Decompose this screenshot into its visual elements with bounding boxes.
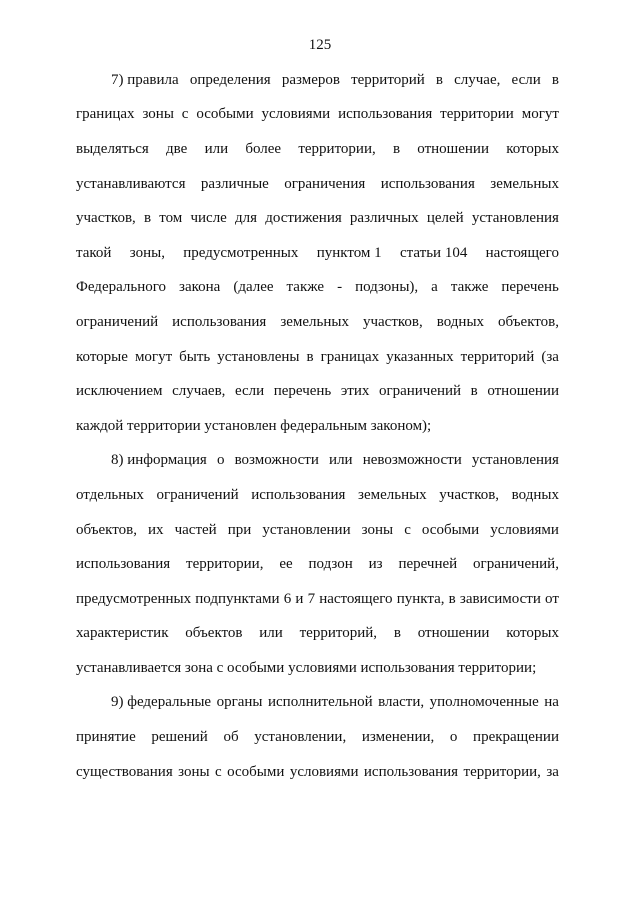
text-line bbox=[76, 617, 559, 652]
word: использования bbox=[380, 175, 475, 192]
text-line bbox=[76, 340, 559, 375]
word: использования bbox=[338, 106, 433, 123]
word: этих bbox=[340, 383, 370, 400]
word: изменении, bbox=[361, 729, 435, 746]
word: которых bbox=[506, 625, 559, 642]
word: особыми bbox=[196, 106, 254, 123]
word: которые bbox=[76, 348, 128, 365]
text-line bbox=[76, 201, 559, 236]
word: зависимости bbox=[459, 590, 541, 607]
word: участков, bbox=[76, 210, 136, 227]
word: 7 bbox=[307, 590, 316, 607]
word: зоны bbox=[178, 763, 210, 780]
word: за bbox=[546, 763, 559, 780]
word: использования bbox=[172, 313, 267, 330]
word: территорий bbox=[460, 348, 535, 365]
word: принятие bbox=[76, 729, 136, 746]
paragraph bbox=[76, 686, 559, 790]
word: объектов, bbox=[498, 313, 559, 330]
word: о bbox=[216, 452, 225, 469]
word: - bbox=[337, 279, 343, 296]
text-line bbox=[76, 755, 559, 790]
word: земельных bbox=[280, 313, 349, 330]
word: уполномоченные bbox=[429, 694, 539, 711]
word: 9) федеральные bbox=[111, 694, 212, 711]
word: участков, bbox=[362, 313, 423, 330]
word: также bbox=[450, 279, 489, 296]
word: перечней bbox=[398, 556, 458, 573]
word: ограничений bbox=[156, 486, 239, 503]
word: в bbox=[551, 71, 559, 88]
word: настоящего bbox=[319, 590, 393, 607]
word: настоящего bbox=[485, 244, 559, 261]
word: Федерального bbox=[76, 279, 167, 296]
word: из bbox=[368, 556, 383, 573]
word: существования bbox=[76, 763, 173, 780]
word: определения bbox=[189, 71, 271, 88]
word: статьи 104 bbox=[399, 244, 468, 261]
text-line bbox=[76, 409, 559, 444]
text-line bbox=[76, 271, 559, 306]
word: достижения bbox=[265, 210, 342, 227]
word: ограничений bbox=[378, 383, 462, 400]
text-line bbox=[76, 98, 559, 133]
word: с bbox=[404, 521, 411, 538]
word: условиями bbox=[289, 763, 359, 780]
word: на bbox=[544, 694, 559, 711]
word: или bbox=[329, 452, 353, 469]
word: использования bbox=[76, 556, 171, 573]
word: водных bbox=[511, 486, 559, 503]
text-line bbox=[76, 167, 559, 202]
word: устанавливаются bbox=[76, 175, 186, 192]
word: в bbox=[392, 140, 401, 157]
word: границах bbox=[76, 106, 135, 123]
word: для bbox=[235, 210, 258, 227]
word: в bbox=[306, 348, 314, 365]
text-line bbox=[76, 305, 559, 340]
word: в bbox=[143, 210, 152, 227]
word: размеров bbox=[281, 71, 340, 88]
page-number: 125 bbox=[308, 37, 332, 53]
text-line bbox=[76, 513, 559, 548]
word: (далее bbox=[233, 279, 274, 296]
text-line bbox=[76, 236, 559, 271]
word: условиями bbox=[261, 106, 331, 123]
word: при bbox=[227, 521, 252, 538]
word: прекращении bbox=[473, 729, 559, 746]
word: зоны, bbox=[129, 244, 165, 261]
word: могут bbox=[521, 106, 559, 123]
text-line bbox=[76, 686, 559, 721]
word: исключением bbox=[76, 383, 163, 400]
word: в bbox=[435, 71, 443, 88]
word: или bbox=[204, 140, 229, 157]
word: целей bbox=[426, 210, 464, 227]
word: такой bbox=[76, 244, 112, 261]
word: быть bbox=[179, 348, 211, 365]
word: если bbox=[234, 383, 265, 400]
word: участков, bbox=[439, 486, 500, 503]
word: числе bbox=[190, 210, 227, 227]
word: и bbox=[295, 590, 304, 607]
word: власти, bbox=[378, 694, 425, 711]
word: органы bbox=[216, 694, 263, 711]
text-line bbox=[76, 720, 559, 755]
word: установлении, bbox=[254, 729, 347, 746]
word: отдельных bbox=[76, 486, 144, 503]
text-line bbox=[76, 132, 559, 167]
word: характеристик bbox=[76, 625, 169, 642]
word: перечень bbox=[501, 279, 559, 296]
word: в bbox=[470, 383, 478, 400]
word: если bbox=[511, 71, 541, 88]
word: ее bbox=[279, 556, 293, 573]
word: частей bbox=[174, 521, 217, 538]
word: (за bbox=[541, 348, 559, 365]
word: пунктом 1 bbox=[316, 244, 382, 261]
word: 6 bbox=[283, 590, 292, 607]
word: условиями bbox=[490, 521, 559, 538]
word: ограничений bbox=[76, 313, 159, 330]
text-line bbox=[76, 582, 559, 617]
word: также bbox=[286, 279, 325, 296]
word: зоны bbox=[142, 106, 174, 123]
word: объектов bbox=[185, 625, 243, 642]
text-line bbox=[76, 63, 559, 98]
word: ограничения bbox=[284, 175, 366, 192]
word: отношении bbox=[417, 140, 489, 157]
word: более bbox=[245, 140, 282, 157]
word: с bbox=[181, 106, 189, 123]
word: земельных bbox=[358, 486, 427, 503]
word: отношении bbox=[487, 383, 559, 400]
word: особыми bbox=[227, 763, 285, 780]
word: случаев, bbox=[172, 383, 226, 400]
word: решений bbox=[151, 729, 208, 746]
word: территорий bbox=[351, 71, 425, 88]
word: их bbox=[148, 521, 164, 538]
word: отношении bbox=[417, 625, 490, 642]
word: которых bbox=[506, 140, 559, 157]
word: невозможности bbox=[362, 452, 462, 469]
word: пункта, bbox=[396, 590, 445, 607]
word: от bbox=[545, 590, 559, 607]
word: предусмотренных bbox=[183, 244, 299, 261]
word: возможности bbox=[234, 452, 319, 469]
word: установления bbox=[471, 452, 559, 469]
word: в bbox=[393, 625, 401, 642]
word: использования bbox=[363, 763, 459, 780]
word: выделяться bbox=[76, 140, 149, 157]
word: установлены bbox=[217, 348, 300, 365]
word: об bbox=[223, 729, 239, 746]
word: земельных bbox=[490, 175, 559, 192]
word: особыми bbox=[421, 521, 480, 538]
word: в bbox=[448, 590, 456, 607]
word: могут bbox=[134, 348, 173, 365]
word: различные bbox=[200, 175, 269, 192]
word: исполнительной bbox=[267, 694, 373, 711]
word: использования bbox=[251, 486, 346, 503]
word: или bbox=[259, 625, 283, 642]
text-line bbox=[76, 374, 559, 409]
word: о bbox=[449, 729, 458, 746]
word: территорий, bbox=[299, 625, 378, 642]
paragraph bbox=[76, 444, 559, 686]
word: границах bbox=[320, 348, 380, 365]
word: зоны bbox=[361, 521, 394, 538]
word: перечень bbox=[273, 383, 332, 400]
text-line bbox=[76, 478, 559, 513]
word: с bbox=[215, 763, 222, 780]
word: подпунктами bbox=[195, 590, 280, 607]
word: водных bbox=[436, 313, 485, 330]
body-text bbox=[76, 63, 559, 789]
paragraph bbox=[76, 63, 559, 444]
word: территории, bbox=[298, 140, 376, 157]
text-line bbox=[76, 651, 559, 686]
word: подзон bbox=[308, 556, 353, 573]
word: объектов, bbox=[76, 521, 137, 538]
word: 7) правила bbox=[111, 71, 179, 88]
word: две bbox=[166, 140, 188, 157]
word: том bbox=[159, 210, 183, 227]
word: территории, bbox=[463, 763, 541, 780]
word: ограничений, bbox=[473, 556, 559, 573]
word: территории, bbox=[186, 556, 264, 573]
word: различных bbox=[349, 210, 419, 227]
word: указанных bbox=[386, 348, 454, 365]
word: установления bbox=[471, 210, 559, 227]
word: 8) информация bbox=[111, 452, 207, 469]
word: устанавливается зона с особыми условиями использования территории; bbox=[76, 659, 537, 676]
text-line bbox=[76, 547, 559, 582]
word: установлении bbox=[262, 521, 351, 538]
word: предусмотренных bbox=[76, 590, 192, 607]
word: каждой территории установлен федеральным законом); bbox=[76, 417, 432, 434]
word: подзоны), bbox=[355, 279, 419, 296]
word: а bbox=[431, 279, 438, 296]
text-line bbox=[76, 444, 559, 479]
word: закона bbox=[179, 279, 221, 296]
word: случае, bbox=[454, 71, 501, 88]
word: территории bbox=[440, 106, 514, 123]
